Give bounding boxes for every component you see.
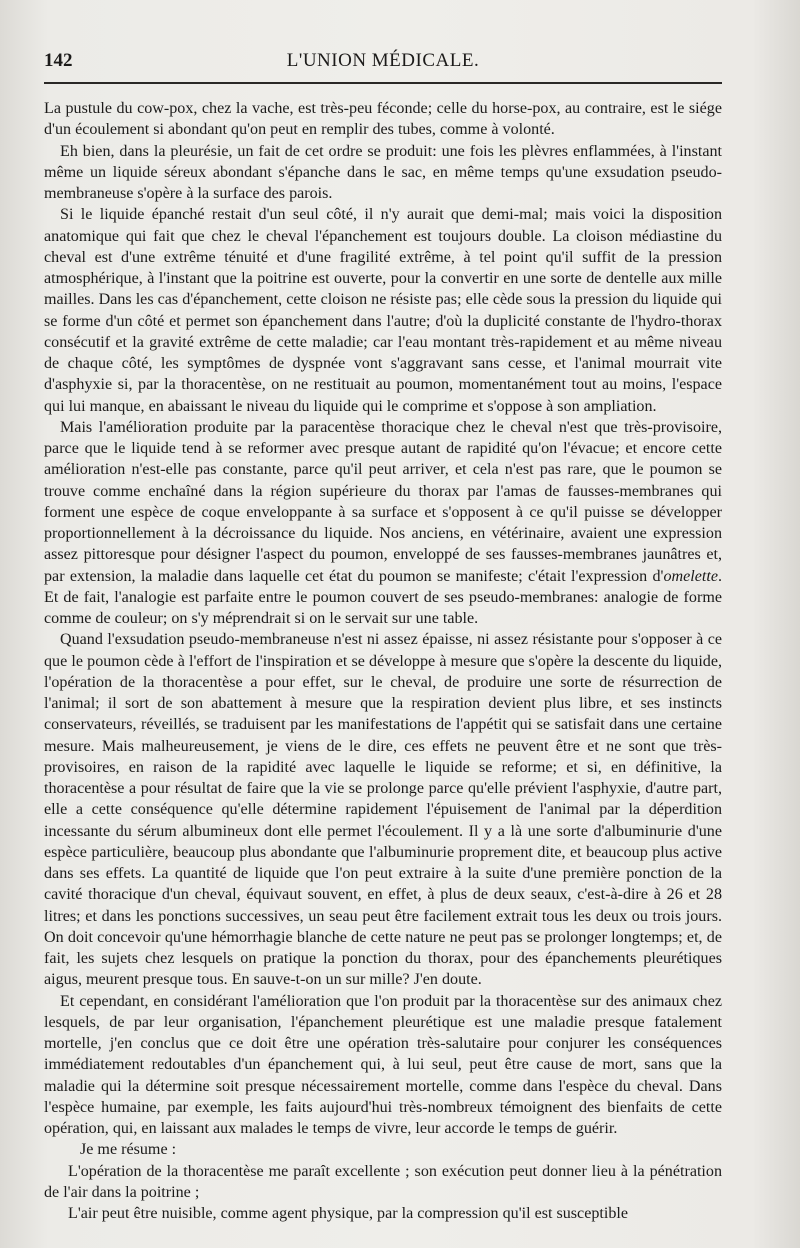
body-text: [44, 98, 722, 1224]
paragraph-resume: Je me résume :: [80, 1141, 177, 1159]
paragraph-air: L'air peut être nuisible, comme agent physique, par la compression qu'il est susceptible: [68, 1205, 628, 1222]
paragraph-amelioration: [44, 417, 722, 630]
paragraph-operation: L'opération de la thoracentèse me paraît excellente ; son exécution peut donner lieu à la pénétration de l'air dans la poitrine ;: [44, 1162, 722, 1201]
paragraph-cependant: Et cependant, en considérant l'amélioration que l'on produit par la thoracentèse sur des animaux chez lesquels, de par leur organisation, l'épanchement pleurétique est une maladie presque fatalement mortelle, j'en conclus que ce doit être une opération très-salutaire pour conjurer les conséquences immédiatement redoutables d'un épanchement qui, à lui seul, peut être cause de mort, sans que la maladie qui la détermine soit presque nécessairement mortelle, comme dans l'espèce du cheval. Dans l'espèce humaine, par exemple, les faits aujourd'hui très-nombreux témoignent des bienfaits de cette opération, qui, en laissant aux malades le temps de vivre, leur accorde le temps de guérir.: [44, 992, 722, 1137]
paragraph-amelioration-text: Mais l'amélioration produite par la paracentèse thoracique chez le cheval n'est que très-provisoire, parce que le liquide tend à se reformer avec presque autant de rapidité qu'on l'évacue; et encore cette amélioration n'est-elle pas constante, parce qu'il peut arriver, et cela n'est pas rare, que le poumon se trouve comme enchaîné dans la région supérieure du thorax par l'amas de fausses-membranes qui forment une espèce de coque enveloppante à sa surface et s'opposent à ce qu'il puisse se développer proportionnellement à la décroissance du liquide. Nos anciens, en vétérinaire, avaient une expression assez pittoresque pour désigner l'aspect du poumon, enveloppé de ses fausses-membranes jaunâtres et, par extension, la maladie dans laquelle cet état du poumon se manifeste; c'était l'expression d': [44, 418, 722, 585]
page-header: [44, 48, 722, 78]
running-title: L'UNION MÉDICALE.: [286, 50, 480, 71]
paragraph-cowpox: La pustule du cow-pox, chez la vache, est très-peu féconde; celle du horse-pox, au contraire, est le siége d'un écoulement si abondant qu'on peut en remplir des tubes, comme à volonté.: [44, 100, 722, 139]
paragraph-exsudation: Quand l'exsudation pseudo-membraneuse n'est ni assez épaisse, ni assez résistante pour s'opposer à ce que le poumon cède à l'effort de l'inspiration et se développe à mesure que s'opère la descente du liquide, l'opération de la thoracentèse a pour effet, sur le cheval, de produire une sorte de résurrection de l'animal; il sort de son abattement à mesure que la respiration devient plus libre, et ses instincts conservateurs, réveillés, se traduisent par les manifestations de l'appétit qui se satisfait dans une certaine mesure. Mais malheureusement, je viens de le dire, ces effets ne peuvent être et ne sont que très-provisoires, en raison de la rapidité avec laquelle le liquide se reforme; et si, en définitive, la thoracentèse a pour résultat de faire que la vie se prolonge parce qu'elle prévient l'asphyxie, d'autre part, elle a cette conséquence qu'elle détermine rapidement l'épuisement de l'animal par la déperdition incessante du sérum albumineux dont elle permet l'écoulement. Il y a là une sorte d'albuminurie d'une espèce particulière, beaucoup plus abondante que l'albuminurie proprement dite, et beaucoup plus active dans ses effets. La quantité de liquide que l'on peut extraire à la suite d'une première ponction de la cavité thoracique d'un cheval, équivaut souvent, en effet, à plus de deux seaux, c'est-à-dire à 26 et 28 litres; et dans les ponctions successives, un seau peut être facilement extrait tous les deux ou trois jours. On doit concevoir qu'une hémorrhagie blanche de cette nature ne peut pas se prolonger longtemps; et, de fait, les sujets chez lesquels on pratique la ponction du thorax, pour des épanchements pleurétiques aigus, meurent presque tous. En sauve-t-on un sur mille? J'en doute.: [44, 631, 722, 989]
paragraph-disposition: Si le liquide épanché restait d'un seul côté, il n'y aurait que demi-mal; mais voici la disposition anatomique qui fait que chez le cheval l'épanchement est toujours double. La cloison médiastine du cheval est d'une extrême ténuité et d'une fragilité extrême, à tel point qu'il suffit de la pression atmosphérique, à l'instant que la poitrine est ouverte, pour la convertir en une sorte de dentelle aux mille mailles. Dans les cas d'épanchement, cette cloison ne résiste pas; elle cède sous la pression du liquide qui se forme d'un côté et permet son épanchement dans l'autre; d'où la duplicité constante de l'hydro-thorax consécutif et la gravité extrême de cette maladie; car l'eau montant très-rapidement et au même niveau de chaque côté, les symptômes de dyspnée vont s'aggravant sans cesse, et l'animal mourrait vite d'asphyxie si, par la thoracentèse, on ne restituait au poumon, momentanément tout au moins, l'espace qui lui manque, en abaissant le niveau du liquide qui le comprime et s'oppose à son ampliation.: [44, 206, 722, 415]
page-number: 142: [44, 50, 73, 71]
paragraph-amelioration-end: . Et de fait, l'analogie est parfaite entre le poumon couvert de ses pseudo-membranes: analogie de forme comme de couleur; on s'y méprendrait si on le servait sur une table.: [44, 567, 722, 627]
header-rule: [44, 82, 722, 84]
paragraph-pleuresie: Eh bien, dans la pleurésie, un fait de cet ordre se produit: une fois les plèvres enflammées, à l'instant même un liquide séreux abondant s'épanche dans le sac, en même temps qu'une exsudation pseudo-membraneuse s'opère à la surface des parois.: [44, 142, 722, 202]
omelette-term: omelette: [663, 567, 718, 585]
